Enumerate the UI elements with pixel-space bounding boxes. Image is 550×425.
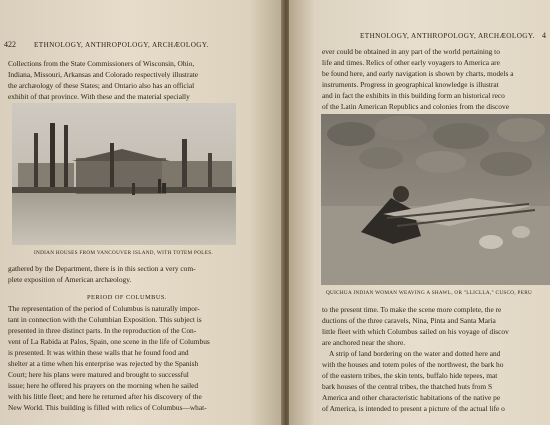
text-line: vent of La Rabida at Palos, Spain, one scene in the life of Columbus [8,337,210,346]
figure-caption: INDIAN HOUSES FROM VANCOUVER ISLAND, WITH TOTEM POLES. [34,250,213,256]
right-page [289,0,550,425]
text-line: A strip of land bordering on the water and dotted here and [329,349,501,358]
text-line: tant in connection with the Columbian Exposition. This subject is [8,315,202,324]
text-line: ever could be obtained in any part of the world pertaining to [322,47,500,56]
text-line: Indiana, Missouri, Arkansas and Colorado respectively illustrate [8,70,199,79]
text-line: shelter at a time when his enterprise was rejected by the Spanish [8,359,199,368]
text-line: the archæology of these States; and Ontario also has an official [8,81,195,90]
text-line: is presented. It was within these walls that he found food and [8,348,189,357]
text-line: and in fact the exhibits in this building form an historical reco [322,91,505,100]
text-line: little fleet with which Columbus sailed on his voyage of discov [322,327,509,336]
text-line: of the eastern tribes, the skin tents, buffalo hide tepees, mat [322,371,498,380]
text-line: bark houses of the central tribes, the thatched huts from S [322,382,493,391]
text-line: ductions of the three caravels, Nina, Pinta and Santa Maria [322,316,496,325]
text-line: Collections from the State Commissioners of Wisconsin, Ohio, [8,59,195,68]
page-number: 422 [4,40,16,49]
text-line: are anchored near the shore. [322,338,406,347]
text-line: life and times. Relics of other early voyagers to America are [322,58,500,67]
text-line: with the houses and totem poles of the northwest, the bark ho [322,360,504,369]
text-line: be found here, and early navigation is shown by charts, models a [322,69,514,78]
running-head: ETHNOLOGY, ANTHROPOLOGY, ARCHÆOLOGY. [360,32,535,40]
photo-quichua-woman-weaving [321,114,550,285]
text-line: America and other characteristic habitations of the native pe [322,393,501,402]
text-line: The representation of the period of Columbus is naturally impor- [8,304,200,313]
text-line: to the present time. To make the scene more complete, the re [322,305,502,314]
text-line: issue; here he offered his prayers on the morning when he sailed [8,381,199,390]
text-line: presented in three distinct parts. In the reproduction of the Con- [8,326,197,335]
text-line: of the Latin American Republics and colonies from the discove [322,102,509,111]
running-head: ETHNOLOGY, ANTHROPOLOGY, ARCHÆOLOGY. [34,41,209,49]
section-heading: PERIOD OF COLUMBUS. [87,294,168,301]
text-line: of America, is intended to present a picture of the actual life o [322,404,505,413]
text-line: New World. This building is filled with relics of Columbus—what- [8,403,207,412]
text-line: exhibit of that province. With these and the material specially [8,92,190,101]
text-line: plete exposition of American archæology. [8,275,132,284]
figure-caption: QUICHUA INDIAN WOMAN WEAVING A SHAWL, OR "LLICLLA," CUSCO, PERU [326,290,533,296]
photo-indian-houses [12,103,236,245]
text-line: Court; here his plans were matured and brought to successful [8,370,189,379]
text-line: gathered by the Department, there is in this section a very com- [8,264,196,273]
page-number: 4 [542,31,546,40]
text-line: instruments. Progress in geographical knowledge is illustrat [322,80,499,89]
text-line: with his little fleet; and here he returned after his discovery of the [8,392,202,401]
